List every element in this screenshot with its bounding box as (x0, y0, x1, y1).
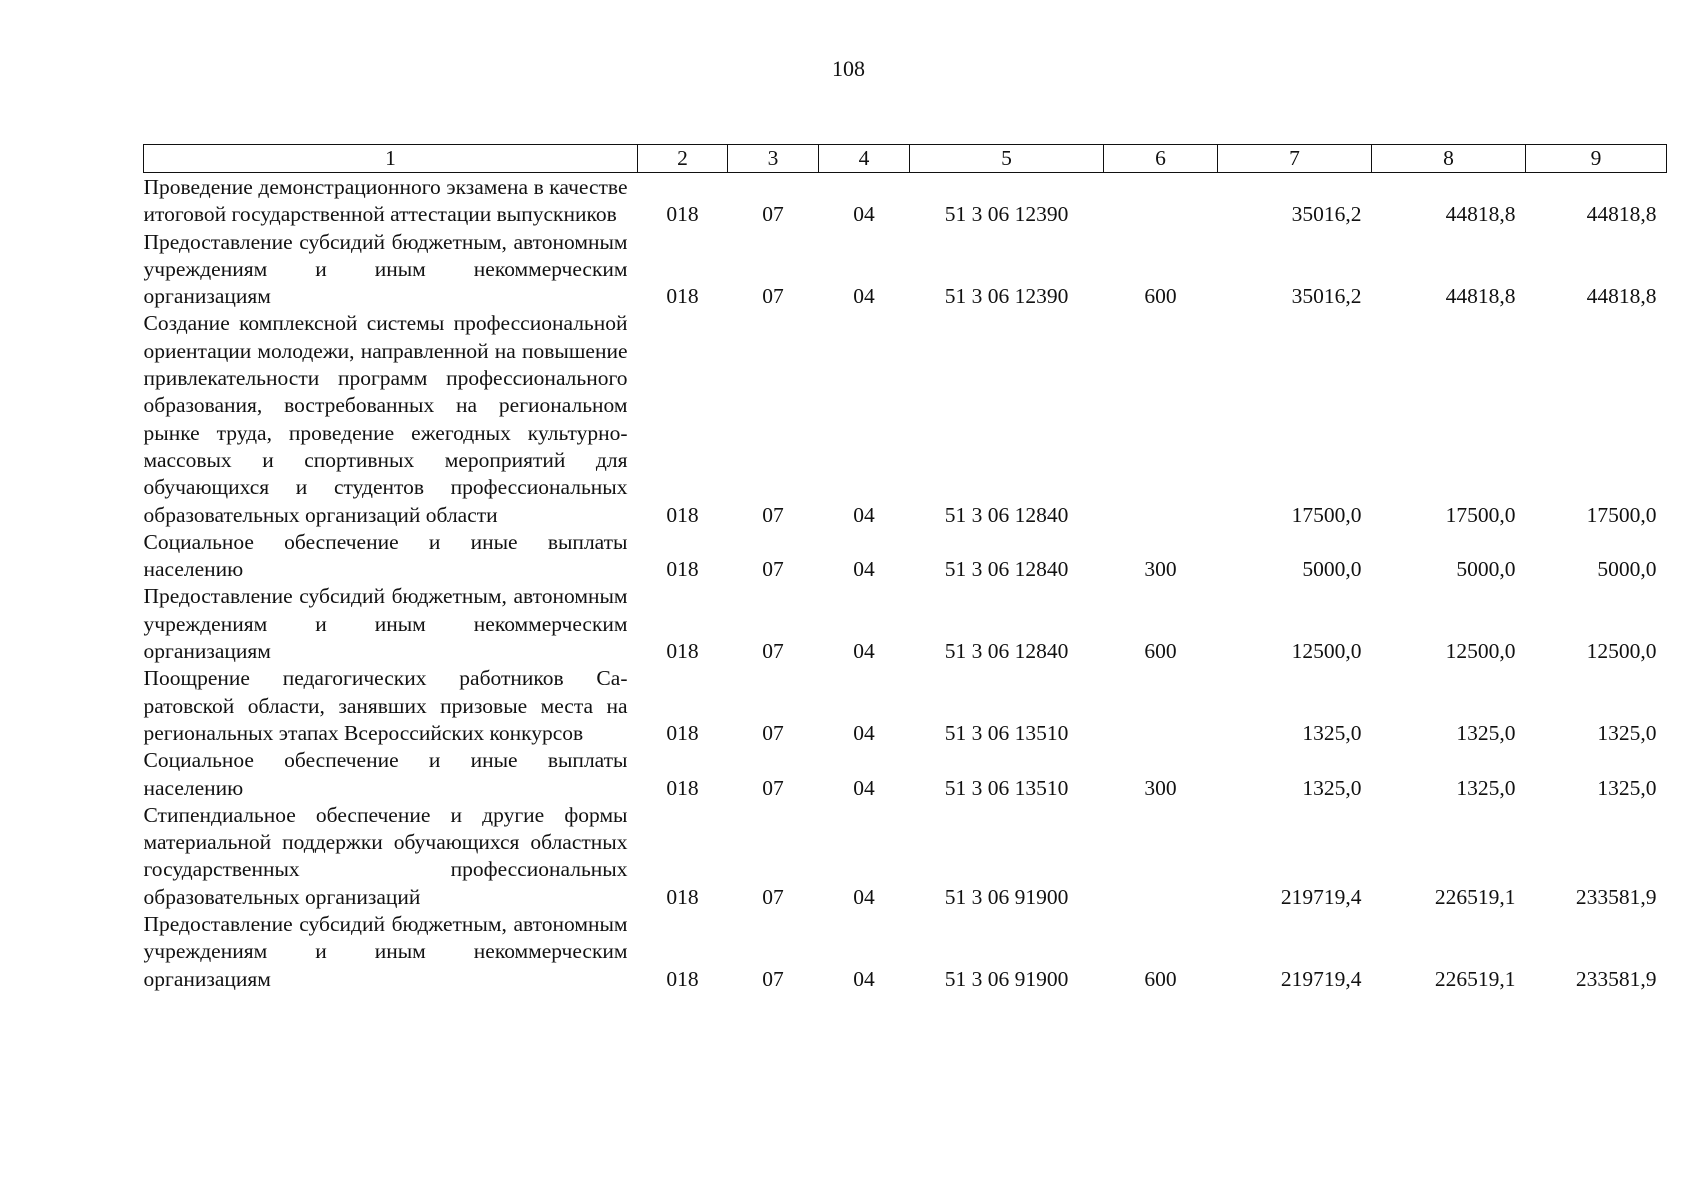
row-amount-col9: 44818,8 (1586, 284, 1657, 309)
row-section: 07 (762, 502, 784, 527)
row-amount-col7: 5000,0 (1302, 557, 1362, 582)
row-subsection: 04 (853, 202, 875, 227)
table-row (144, 173, 1667, 229)
row-ministry-code: 018 (666, 202, 699, 227)
row-ministry-code: 018 (666, 966, 699, 991)
row-ministry-code: 018 (666, 284, 699, 309)
row-amount-col8: 17500,0 (1445, 502, 1516, 527)
row-amount-col8: 44818,8 (1445, 202, 1516, 227)
row-expense-type (1104, 665, 1218, 747)
row-expense-type: 600 (1144, 284, 1177, 309)
page-number: 108 (832, 56, 865, 81)
header-col-3: 3 (728, 145, 819, 173)
table-row (144, 529, 1667, 584)
row-subsection: 04 (853, 884, 875, 909)
row-amount-col8: 1325,0 (1456, 775, 1516, 800)
table-row (144, 747, 1667, 802)
row-target-article: 51 3 06 12390 (944, 284, 1069, 309)
table-header (144, 145, 1667, 173)
row-subsection: 04 (853, 639, 875, 664)
row-target-article: 51 3 06 13510 (944, 775, 1069, 800)
row-section: 07 (762, 557, 784, 582)
row-name: Создание комплексной системы профессиональной ориентации молодежи, направленной на повышение привлекательности программ профессионального образования, востребованных на региональном рынке труда, проведение ежегодных культурно-массовых и спортивных мероприятий для обучающихся и студентов профессиональных образовательных организаций области (143, 311, 628, 527)
table-row (144, 583, 1667, 665)
header-col-8: 8 (1372, 145, 1526, 173)
table-row (144, 911, 1667, 993)
row-subsection: 04 (853, 775, 875, 800)
row-expense-type: 600 (1144, 966, 1177, 991)
row-name: Социальное обеспечение и иные выплаты населению (143, 529, 628, 582)
row-amount-col8: 1325,0 (1456, 720, 1516, 745)
row-expense-type: 600 (1144, 639, 1177, 664)
row-expense-type (1104, 802, 1218, 911)
row-amount-col9: 233581,9 (1575, 884, 1657, 909)
row-section: 07 (762, 284, 784, 309)
row-amount-col9: 1325,0 (1597, 775, 1657, 800)
row-target-article: 51 3 06 91900 (944, 884, 1069, 909)
row-amount-col8: 226519,1 (1434, 966, 1516, 991)
header-col-5: 5 (910, 145, 1104, 173)
row-amount-col7: 12500,0 (1291, 639, 1362, 664)
row-subsection: 04 (853, 502, 875, 527)
row-amount-col7: 17500,0 (1291, 502, 1362, 527)
row-amount-col9: 5000,0 (1597, 557, 1657, 582)
row-name: Предоставление субсидий бюджетным, автономным учреждениям и иным некоммерческим организациям (143, 912, 628, 991)
row-expense-type: 300 (1144, 775, 1177, 800)
header-col-7: 7 (1218, 145, 1372, 173)
row-expense-type: 300 (1144, 557, 1177, 582)
row-section: 07 (762, 884, 784, 909)
row-amount-col8: 12500,0 (1445, 639, 1516, 664)
row-target-article: 51 3 06 91900 (944, 966, 1069, 991)
row-amount-col9: 12500,0 (1586, 639, 1657, 664)
row-ministry-code: 018 (666, 639, 699, 664)
row-amount-col9: 17500,0 (1586, 502, 1657, 527)
table-row (144, 229, 1667, 311)
row-amount-col9: 1325,0 (1597, 720, 1657, 745)
table-row (144, 310, 1667, 528)
header-col-1: 1 (144, 145, 638, 173)
row-name: Стипендиальное обеспечение и другие формы материальной поддержки обучающихся областных государственных профессиональных образовательных организаций (143, 802, 628, 909)
row-amount-col7: 1325,0 (1302, 775, 1362, 800)
row-amount-col7: 35016,2 (1291, 284, 1362, 309)
row-amount-col7: 35016,2 (1291, 202, 1362, 227)
header-row (144, 145, 1667, 173)
row-section: 07 (762, 639, 784, 664)
row-target-article: 51 3 06 12390 (944, 202, 1069, 227)
row-amount-col8: 44818,8 (1445, 284, 1516, 309)
row-ministry-code: 018 (666, 720, 699, 745)
row-amount-col9: 233581,9 (1575, 966, 1657, 991)
row-amount-col7: 1325,0 (1302, 720, 1362, 745)
row-target-article: 51 3 06 13510 (944, 720, 1069, 745)
row-name: Предоставление субсидий бюджетным, автономным учреждениям и иным некоммерческим организациям (143, 229, 628, 309)
row-ministry-code: 018 (666, 884, 699, 909)
row-section: 07 (762, 775, 784, 800)
row-expense-type (1104, 310, 1218, 528)
header-col-2: 2 (638, 145, 728, 173)
row-subsection: 04 (853, 557, 875, 582)
row-ministry-code: 018 (666, 502, 699, 527)
row-section: 07 (762, 202, 784, 227)
row-name: Предоставление субсидий бюджетным, автономным учреждениям и иным некоммерческим организациям (143, 584, 628, 664)
header-col-9: 9 (1526, 145, 1667, 173)
row-target-article: 51 3 06 12840 (944, 639, 1069, 664)
row-section: 07 (762, 720, 784, 745)
table-row (144, 665, 1667, 747)
row-target-article: 51 3 06 12840 (944, 502, 1069, 527)
header-col-6: 6 (1104, 145, 1218, 173)
row-name: Проведение демонстрационного экзамена в качестве итоговой государственной аттестации выпускников (143, 175, 628, 227)
row-amount-col8: 226519,1 (1434, 884, 1516, 909)
row-name: Поощрение педагогических работников Саратовской области, занявших призовые места на региональных этапах Всероссийских конкурсов (143, 666, 628, 745)
budget-table (143, 144, 1667, 993)
row-amount-col8: 5000,0 (1456, 557, 1516, 582)
row-amount-col7: 219719,4 (1280, 966, 1362, 991)
row-amount-col7: 219719,4 (1280, 884, 1362, 909)
header-col-4: 4 (819, 145, 910, 173)
row-expense-type (1104, 173, 1218, 229)
row-section: 07 (762, 966, 784, 991)
row-subsection: 04 (853, 966, 875, 991)
table-row (144, 802, 1667, 911)
row-amount-col9: 44818,8 (1586, 202, 1657, 227)
table-body (144, 173, 1667, 993)
row-ministry-code: 018 (666, 557, 699, 582)
row-target-article: 51 3 06 12840 (944, 557, 1069, 582)
row-subsection: 04 (853, 284, 875, 309)
row-name: Социальное обеспечение и иные выплаты населению (143, 748, 628, 800)
row-ministry-code: 018 (666, 775, 699, 800)
row-subsection: 04 (853, 720, 875, 745)
